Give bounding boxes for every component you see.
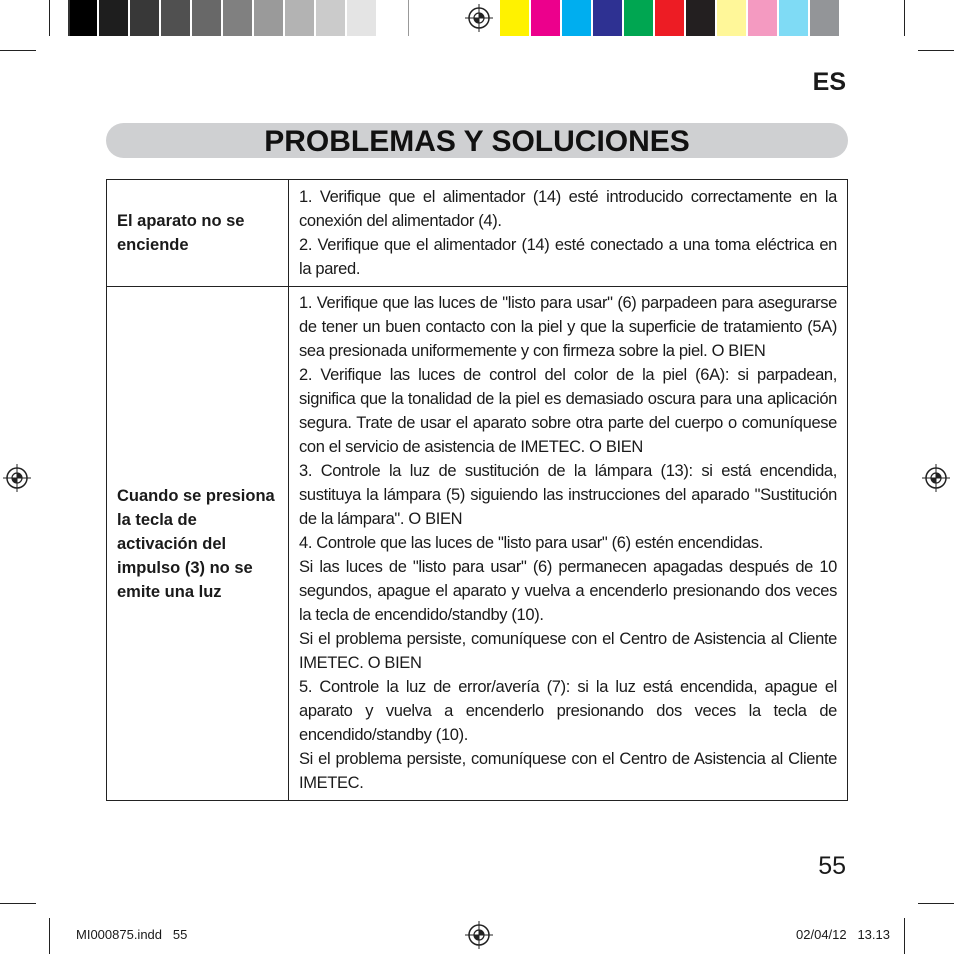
color-swatch [655,0,686,36]
color-swatch [254,0,285,36]
solution-step: Si el problema persiste, comuníquese con el Centro de Asistencia al Cliente IMETEC. [299,750,837,792]
registration-mark-icon [464,3,494,33]
table-row [107,287,848,801]
table-row [107,180,848,287]
solution-step: 3. Controle la luz de sustitución de la lámpara (13): si está encendida, sustituya la lámpara (5) siguiendo las instrucciones del aparado "Sustitución de la lámpara". O BIEN [299,462,837,528]
print-color-bar [500,0,841,36]
color-swatch [99,0,130,36]
crop-mark [49,918,50,954]
color-swatch [562,0,593,36]
page-number: 55 [818,852,846,880]
registration-mark-icon [921,463,951,493]
color-swatch [192,0,223,36]
crop-mark [0,903,36,904]
crop-mark [49,0,50,36]
crop-mark [918,903,954,904]
crop-mark [904,0,905,36]
color-swatch [779,0,810,36]
color-swatch [316,0,347,36]
color-swatch [68,0,99,36]
troubleshooting-table [106,179,848,801]
language-code: ES [812,68,846,96]
solution-cell [289,180,848,287]
solution-step: 1. Verifique que el alimentador (14) esté introducido correctamente en la conexión del alimentador (4). [299,187,837,230]
color-swatch [378,0,409,36]
solution-step: Si las luces de "listo para usar" (6) permanecen apagadas después de 10 segundos, apague el aparato y vuelva a encenderlo presionando dos veces la tecla de encendido/standby (10). [299,558,837,624]
solution-step: 1. Verifique que las luces de "listo para usar" (6) parpadeen para asegurarse de tener un buen contacto con la piel y que la superficie de tratamiento (5A) sea presionada uniformemente y con firmeza sobre la piel. O BIEN [299,294,837,360]
crop-mark [918,50,954,51]
solution-step: Si el problema persiste, comuníquese con el Centro de Asistencia al Cliente IMETEC. O BIEN [299,630,837,672]
color-swatch [624,0,655,36]
footer-file-info: MI000875.indd 55 [76,927,188,942]
crop-mark [0,50,36,51]
registration-mark-icon [2,463,32,493]
color-swatch [130,0,161,36]
solution-cell [289,287,848,801]
color-swatch [686,0,717,36]
solution-step: 4. Controle que las luces de "listo para usar" (6) estén encendidas. [299,534,763,552]
crop-mark [904,918,905,954]
color-swatch [223,0,254,36]
page-title: PROBLEMAS Y SOLUCIONES [264,125,690,158]
color-swatch [500,0,531,36]
color-swatch [285,0,316,36]
solution-step: 2. Verifique que el alimentador (14) esté conectado a una toma eléctrica en la pared. [299,235,837,278]
problem-cell: Cuando se presiona la tecla de activación del impulso (3) no se emite una luz [107,287,289,801]
print-gray-scale-bar [68,0,409,36]
solution-step: 5. Controle la luz de error/avería (7): si la luz está encendida, apague el aparato y vuelva a encenderlo presionando dos veces la tecla de encendido/standby (10). [299,678,837,744]
color-swatch [810,0,841,36]
problem-cell: El aparato no se enciende [107,180,289,287]
color-swatch [531,0,562,36]
color-swatch [347,0,378,36]
footer-datetime: 02/04/12 13.13 [796,927,890,942]
solution-step: 2. Verifique las luces de control del color de la piel (6A): si parpadean, significa que la tonalidad de la piel es demasiado oscura para una aplicación segura. Trate de usar el aparato sobre otra parte del cuerpo o comuníquese con el servicio de asistencia de IMETEC. O BIEN [299,366,837,456]
color-swatch [593,0,624,36]
color-swatch [161,0,192,36]
registration-mark-icon [464,920,494,950]
color-swatch [748,0,779,36]
color-swatch [717,0,748,36]
